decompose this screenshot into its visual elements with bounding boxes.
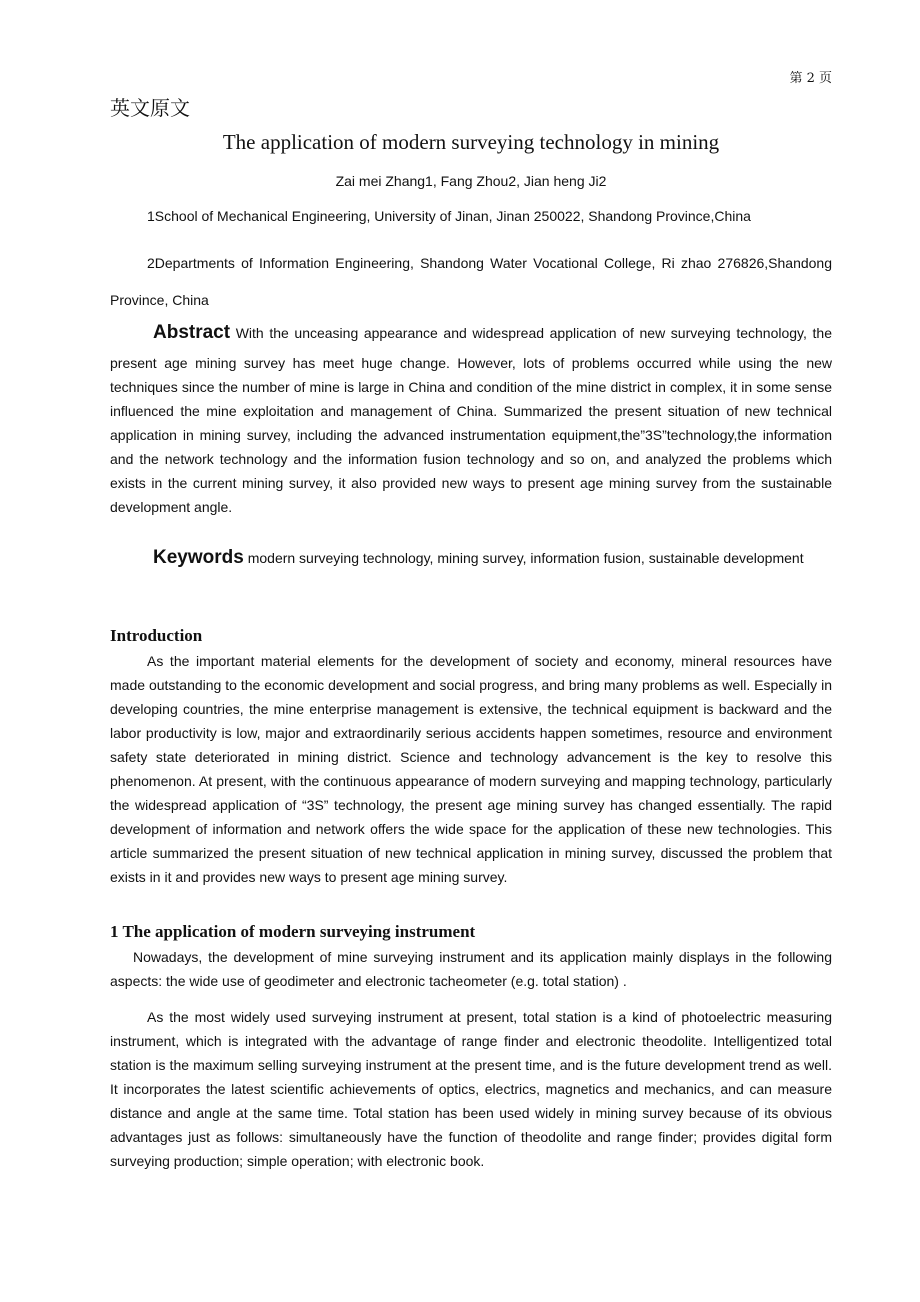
paper-title: The application of modern surveying technology in mining	[222, 130, 720, 154]
authors: Zai mei Zhang1, Fang Zhou2, Jian heng Ji2	[335, 173, 607, 189]
introduction-heading: Introduction	[110, 626, 203, 645]
abstract-block	[110, 315, 832, 519]
keywords-label: Keywords	[153, 547, 244, 568]
keywords-text: modern surveying technology, mining survey, information fusion, sustainable development	[247, 550, 804, 566]
abstract-label: Abstract	[153, 322, 231, 343]
affiliation-1: 1School of Mechanical Engineering, University of Jinan, Jinan 250022, Shandong Province,China	[147, 208, 751, 224]
abstract-text: With the unceasing appearance and widespread application of new surveying technology, the present age mining survey has meet huge change. However, lots of problems occurred while using the new techniques since the number of mine is large in China and condition of the mine district in complex, it in some sense influenced the mine exploitation and management of China. Summarized the present situation of new technical application in mining survey, including the advanced instrumentation equipment,the”3S”technology,the information and the network technology and the information fusion technology and so on, and analyzed the problems which exists in the current mining survey, it also provided new ways to present age mining survey from the sustainable development angle.	[110, 325, 832, 515]
page-number: 第 2 页	[789, 71, 832, 86]
section-1-heading: 1 The application of modern surveying instrument	[110, 922, 476, 941]
chinese-heading: 英文原文	[110, 96, 190, 120]
introduction-text: As the important material elements for the development of society and economy, mineral resources have made outstanding to the economic development and social progress, and bring many problems as well. Especially in developing countries, the mine enterprise management is extensive, the technical equipment is backward and the labor productivity is low, major and extraordinarily serious accidents happen sometimes, resource and environment safety state deteriorated in mining district. Science and technology advancement is the key to resolve this phenomenon. At present, with the continuous appearance of modern surveying and mapping technology, particularly the widespread application of “3S” technology, the present age mining survey has changed essentially. The rapid development of information and network offers the wide space for the application of these new technologies. This article summarized the present situation of new technical application in mining survey, discussed the problem that exists in it and provides new ways to present age mining survey.	[110, 653, 832, 885]
keywords-block	[110, 540, 832, 576]
section-1-paragraph-1: Nowadays, the development of mine surveying instrument and its application mainly displays in the following aspects: the wide use of geodimeter and electronic tacheometer (e.g. total station) .	[110, 949, 832, 989]
section-1-paragraph-2: As the most widely used surveying instrument at present, total station is a kind of photoelectric measuring instrument, which is integrated with the advantage of range finder and electronic theodolite. Intelligentized total station is the maximum selling surveying instrument at the present time, and is the future development trend as well. It incorporates the latest scientific achievements of optics, electrics, magnetics and mechanics, and can measure distance and angle at the same time. Total station has been used widely in mining survey because of its obvious advantages just as follows: simultaneously have the function of theodolite and range finder; provides digital form surveying production; simple operation; with electronic book.	[110, 1009, 832, 1169]
affiliation-2: 2Departments of Information Engineering, Shandong Water Vocational College, Ri zhao 276826,Shandong Province, China	[110, 255, 832, 308]
